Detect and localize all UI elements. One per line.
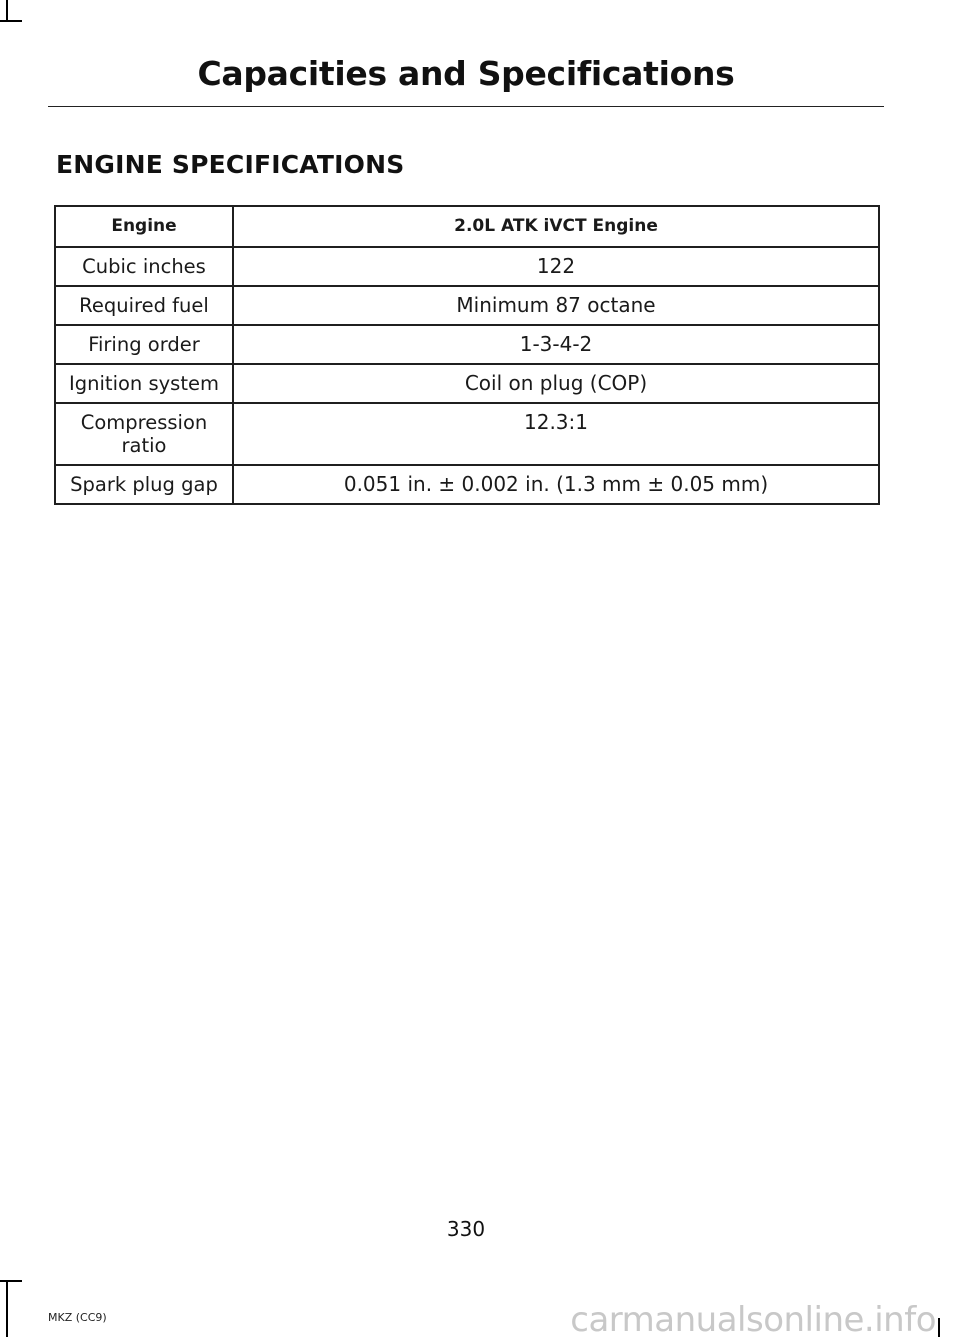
crop-mark-bottom-right-vertical: [938, 1318, 940, 1337]
row-value: 0.051 in. ± 0.002 in. (1.3 mm ± 0.05 mm): [233, 465, 879, 504]
row-value: Coil on plug (COP): [233, 364, 879, 403]
table-row: [55, 403, 879, 465]
engine-spec-table: [54, 205, 880, 505]
column-header-engine: Engine: [55, 206, 233, 247]
row-value: 12.3:1: [233, 403, 879, 465]
crop-mark-top-left-vertical: [6, 0, 8, 22]
crop-mark-bottom-left-vertical: [6, 1280, 8, 1337]
table-row: [55, 247, 879, 286]
section-title: ENGINE SPECIFICATIONS: [56, 150, 405, 179]
row-value: 1-3-4-2: [233, 325, 879, 364]
row-label: Cubic inches: [55, 247, 233, 286]
row-value: 122: [233, 247, 879, 286]
row-label: Firing order: [55, 325, 233, 364]
watermark-text: carmanualsonline.info: [570, 1300, 936, 1340]
footer-model-code: MKZ (CC9): [48, 1311, 107, 1324]
row-value: Minimum 87 octane: [233, 286, 879, 325]
table-row: [55, 286, 879, 325]
table-header-row: [55, 206, 879, 247]
crop-mark-top-left-horizontal: [0, 20, 22, 22]
row-label: Ignition system: [55, 364, 233, 403]
row-label: Spark plug gap: [55, 465, 233, 504]
header-divider: [48, 106, 884, 107]
column-header-engine-type: 2.0L ATK iVCT Engine: [233, 206, 879, 247]
page-header-title: Capacities and Specifications: [197, 54, 735, 93]
page-number: 330: [446, 1217, 486, 1241]
row-label: Required fuel: [55, 286, 233, 325]
table-row: [55, 325, 879, 364]
table-row: [55, 465, 879, 504]
table-row: [55, 364, 879, 403]
crop-mark-bottom-left-horizontal: [0, 1280, 22, 1282]
row-label: Compression ratio: [55, 403, 233, 465]
